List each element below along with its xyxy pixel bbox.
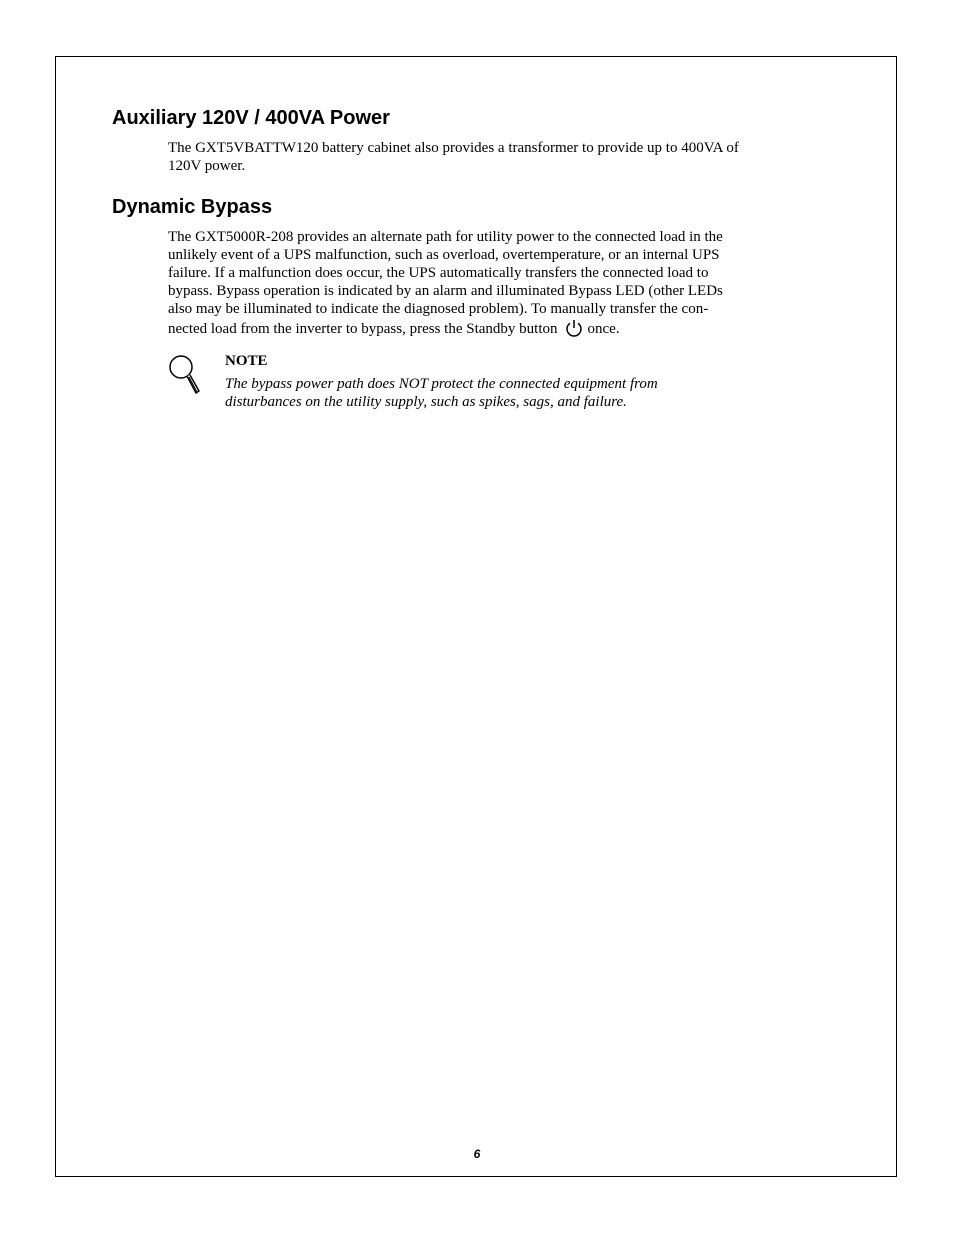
paragraph-dynamic-bypass: [168, 228, 848, 343]
page-number: 6: [473, 1147, 481, 1161]
text-segment: once.: [587, 321, 620, 337]
paragraph-auxiliary-power: [168, 139, 848, 175]
text-line: disturbances on the utility supply, such as spikes, sags, and failure.: [225, 394, 627, 410]
heading-dynamic-bypass: Dynamic Bypass: [112, 196, 273, 218]
text-line: 120V power.: [168, 158, 246, 174]
text-line: also may be illuminated to indicate the diagnosed problem). To manually transfer the con-: [168, 301, 709, 317]
magnifying-glass-icon: [166, 353, 202, 404]
power-standby-icon: [564, 318, 584, 343]
text-line: The GXT5000R-208 provides an alternate path for utility power to the connected load in the: [168, 229, 723, 245]
text-line-with-icon: [168, 318, 848, 343]
text-line: unlikely event of a UPS malfunction, such as overload, overtemperature, or an internal UPS: [168, 247, 720, 263]
text-line: The bypass power path does NOT protect the connected equipment from: [225, 376, 658, 392]
text-line: bypass. Bypass operation is indicated by an alarm and illuminated Bypass LED (other LEDs: [168, 283, 723, 299]
text-segment: nected load from the inverter to bypass, press the Standby button: [168, 321, 558, 337]
heading-auxiliary-power: Auxiliary 120V / 400VA Power: [112, 107, 390, 129]
text-line: failure. If a malfunction does occur, the UPS automatically transfers the connected load to: [168, 265, 709, 281]
text-line: The GXT5VBATTW120 battery cabinet also provides a transformer to provide up to 400VA of: [168, 140, 739, 156]
note-text: [225, 375, 658, 411]
note-title: NOTE: [225, 353, 268, 369]
page-border: [55, 56, 897, 1177]
